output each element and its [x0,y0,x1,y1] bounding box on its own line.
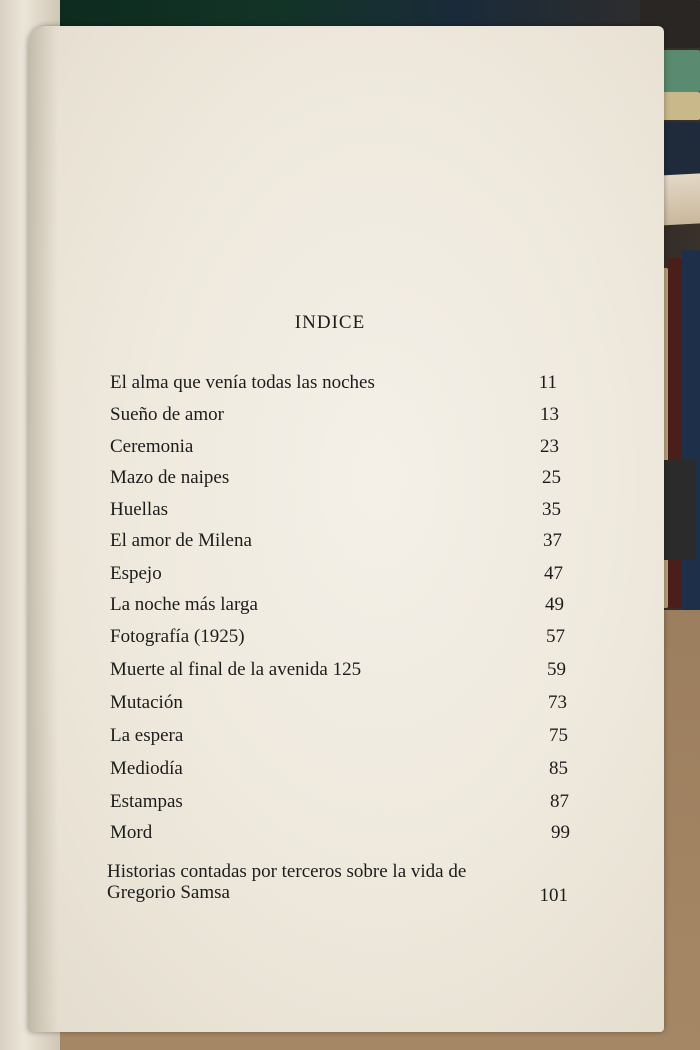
toc-entry-page: 49 [545,594,564,615]
toc-entry-title: Huellas [110,499,169,520]
toc-entry-title: Mazo de naipes [110,467,230,488]
toc-entry-title: La espera [110,725,184,746]
toc-entry-page: 13 [540,404,559,425]
toc-entry-title: El amor de Milena [110,530,252,551]
toc-entry-page: 75 [549,725,568,746]
toc-entry-page: 57 [546,626,565,647]
toc-entry-page: 73 [548,692,567,713]
toc-entry-page: 11 [538,372,557,393]
toc-entry-title: Estampas [110,791,183,812]
toc-entry-page: 101 [539,885,568,906]
page-title: INDICE [294,312,366,333]
toc-entry-page: 37 [543,530,562,551]
toc-entry-page: 35 [542,499,561,520]
toc-entry-page: 85 [549,758,568,779]
toc-entry-page: 99 [551,822,570,843]
toc-entry-title: Muerte al final de la avenida 125 [110,659,362,680]
toc-entry-page: 47 [544,563,563,584]
toc-entry-title: Mord [110,822,153,843]
toc-entry-title: Fotografía (1925) [110,626,245,647]
toc-entry-title: Sueño de amor [110,404,224,425]
toc-entry-page: 87 [550,791,569,812]
toc-entry-title: El alma que venía todas las noches [110,372,375,393]
toc-entry-title: Mediodía [110,758,183,779]
toc-entry-page: 23 [540,436,559,457]
toc-entry-title: Mutación [110,692,183,713]
toc-entry-page: 59 [547,659,566,680]
toc-entry-title: Ceremonia [110,436,194,457]
toc-entry-page: 25 [542,467,561,488]
toc-entry-title: Historias contadas por terceros sobre la vida de Gregorio Samsa [107,861,467,903]
toc-entry-title: Espejo [110,563,162,584]
toc-entry-title: La noche más larga [110,594,258,615]
